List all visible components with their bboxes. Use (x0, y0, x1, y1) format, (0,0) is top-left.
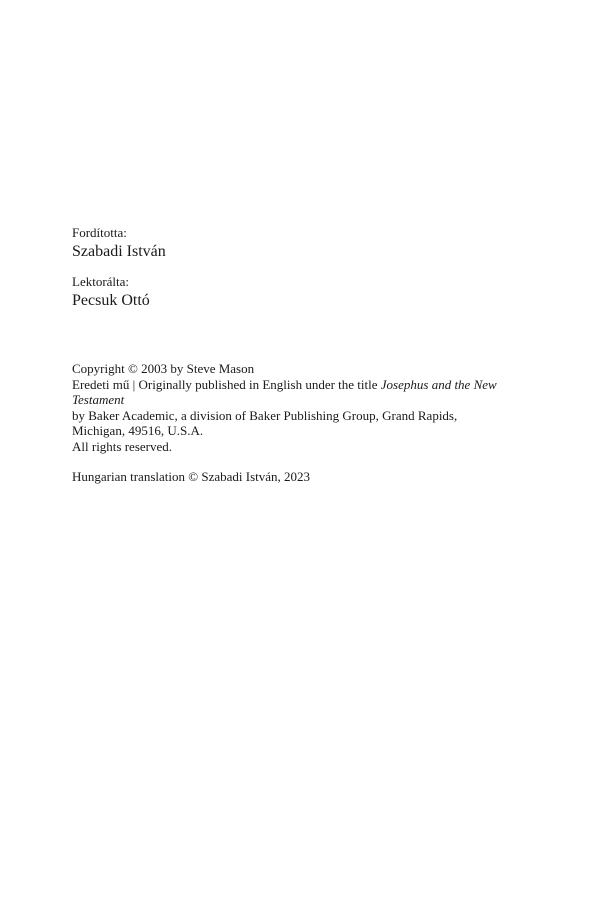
original-publication-line (72, 377, 512, 408)
hungarian-translation-line: Hungarian translation © Szabadi István, 2023 (72, 469, 311, 484)
all-rights-reserved: All rights reserved. (72, 438, 173, 454)
original-prefix: Eredeti mű | Originally published in English under the title (72, 376, 381, 392)
translator-name: Szabadi István (72, 243, 166, 260)
original-title: Josephus and the New Testament (72, 376, 497, 407)
copyright-line: Copyright © 2003 by Steve Mason (72, 361, 255, 376)
editor-role-label: Lektorálta: (72, 274, 130, 289)
credits-section (72, 225, 542, 323)
translator-credit (72, 225, 542, 262)
editor-name: Pecsuk Ottó (72, 292, 150, 309)
publisher-line-2: Michigan, 49516, U.S.A. (72, 423, 204, 438)
editor-credit (72, 274, 542, 311)
publisher-line-1: by Baker Academic, a division of Baker Publishing Group, Grand Rapids, (72, 407, 458, 423)
rights-section (72, 361, 512, 485)
translator-role-label: Fordította: (72, 225, 127, 240)
